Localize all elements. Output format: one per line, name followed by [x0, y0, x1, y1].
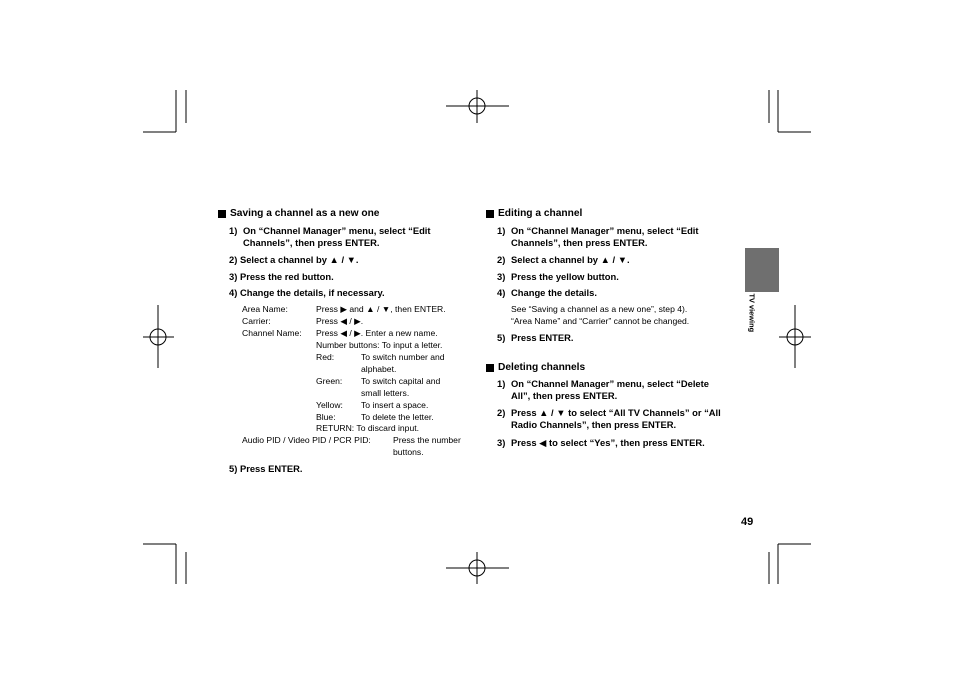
- bullet-square-icon: [218, 210, 226, 218]
- delete-step-2: 2) Press ▲ / ▼ to select “All TV Channels” or “All Radio Channels”, then press ENTER.: [497, 407, 721, 430]
- edit-step-1: 1) On “Channel Manager” menu, select “Edit Channels”, then press ENTER.: [497, 225, 699, 248]
- side-label: TV viewing: [747, 293, 757, 333]
- value-area-name: Press ▶ and ▲ / ▼, then ENTER.: [316, 304, 446, 314]
- edit-step-2: 2) Select a channel by ▲ / ▼.: [497, 254, 630, 265]
- label-pid: Audio PID / Video PID / PCR PID:: [242, 435, 371, 445]
- bullet-square-icon: [486, 210, 494, 218]
- label-green: Green:: [316, 376, 343, 386]
- edit-note: See “Saving a channel as a new one”, step 4). “Area Name” and “Carrier” cannot be changed.: [511, 304, 690, 326]
- label-yellow: Yellow:: [316, 400, 343, 410]
- value-pid: Press the number buttons.: [393, 435, 461, 457]
- value-carrier: Press ◀ / ▶.: [316, 316, 364, 326]
- value-channel-name: Press ◀ / ▶. Enter a new name.: [316, 328, 438, 338]
- label-carrier: Carrier:: [242, 316, 271, 326]
- number-buttons-text: Number buttons: To input a letter.: [316, 340, 443, 350]
- chapter-tab: [745, 248, 779, 292]
- value-blue: To delete the letter.: [361, 412, 434, 422]
- label-channel-name: Channel Name:: [242, 328, 302, 338]
- label-blue: Blue:: [316, 412, 336, 422]
- step-1: 1) On “Channel Manager” menu, select “Edit Channels”, then press ENTER.: [229, 225, 431, 248]
- delete-step-1: 1) On “Channel Manager” menu, select “Delete All”, then press ENTER.: [497, 378, 709, 401]
- delete-step-3: 3) Press ◀ to select “Yes”, then press ENTER.: [497, 437, 705, 448]
- section-heading-deleting: Deleting channels: [486, 362, 585, 373]
- step-3: 3) Press the red button.: [229, 271, 334, 282]
- value-green: To switch capital and small letters.: [361, 376, 441, 398]
- edit-step-5: 5) Press ENTER.: [497, 332, 574, 343]
- step-5: 5) Press ENTER.: [229, 463, 303, 474]
- label-red: Red:: [316, 352, 335, 362]
- value-yellow: To insert a space.: [361, 400, 429, 410]
- step-2: 2) Select a channel by ▲ / ▼.: [229, 254, 359, 265]
- section-heading-editing: Editing a channel: [486, 208, 582, 219]
- step-4: 4) Change the details, if necessary.: [229, 287, 385, 298]
- page-number: 49: [741, 516, 754, 528]
- section-heading-save-new: Saving a channel as a new one: [218, 208, 379, 219]
- bullet-square-icon: [486, 364, 494, 372]
- edit-step-3: 3) Press the yellow button.: [497, 271, 619, 282]
- value-red: To switch number and alphabet.: [361, 352, 445, 374]
- edit-step-4: 4) Change the details.: [497, 287, 597, 298]
- return-text: RETURN: To discard input.: [316, 423, 420, 433]
- label-area-name: Area Name:: [242, 304, 288, 314]
